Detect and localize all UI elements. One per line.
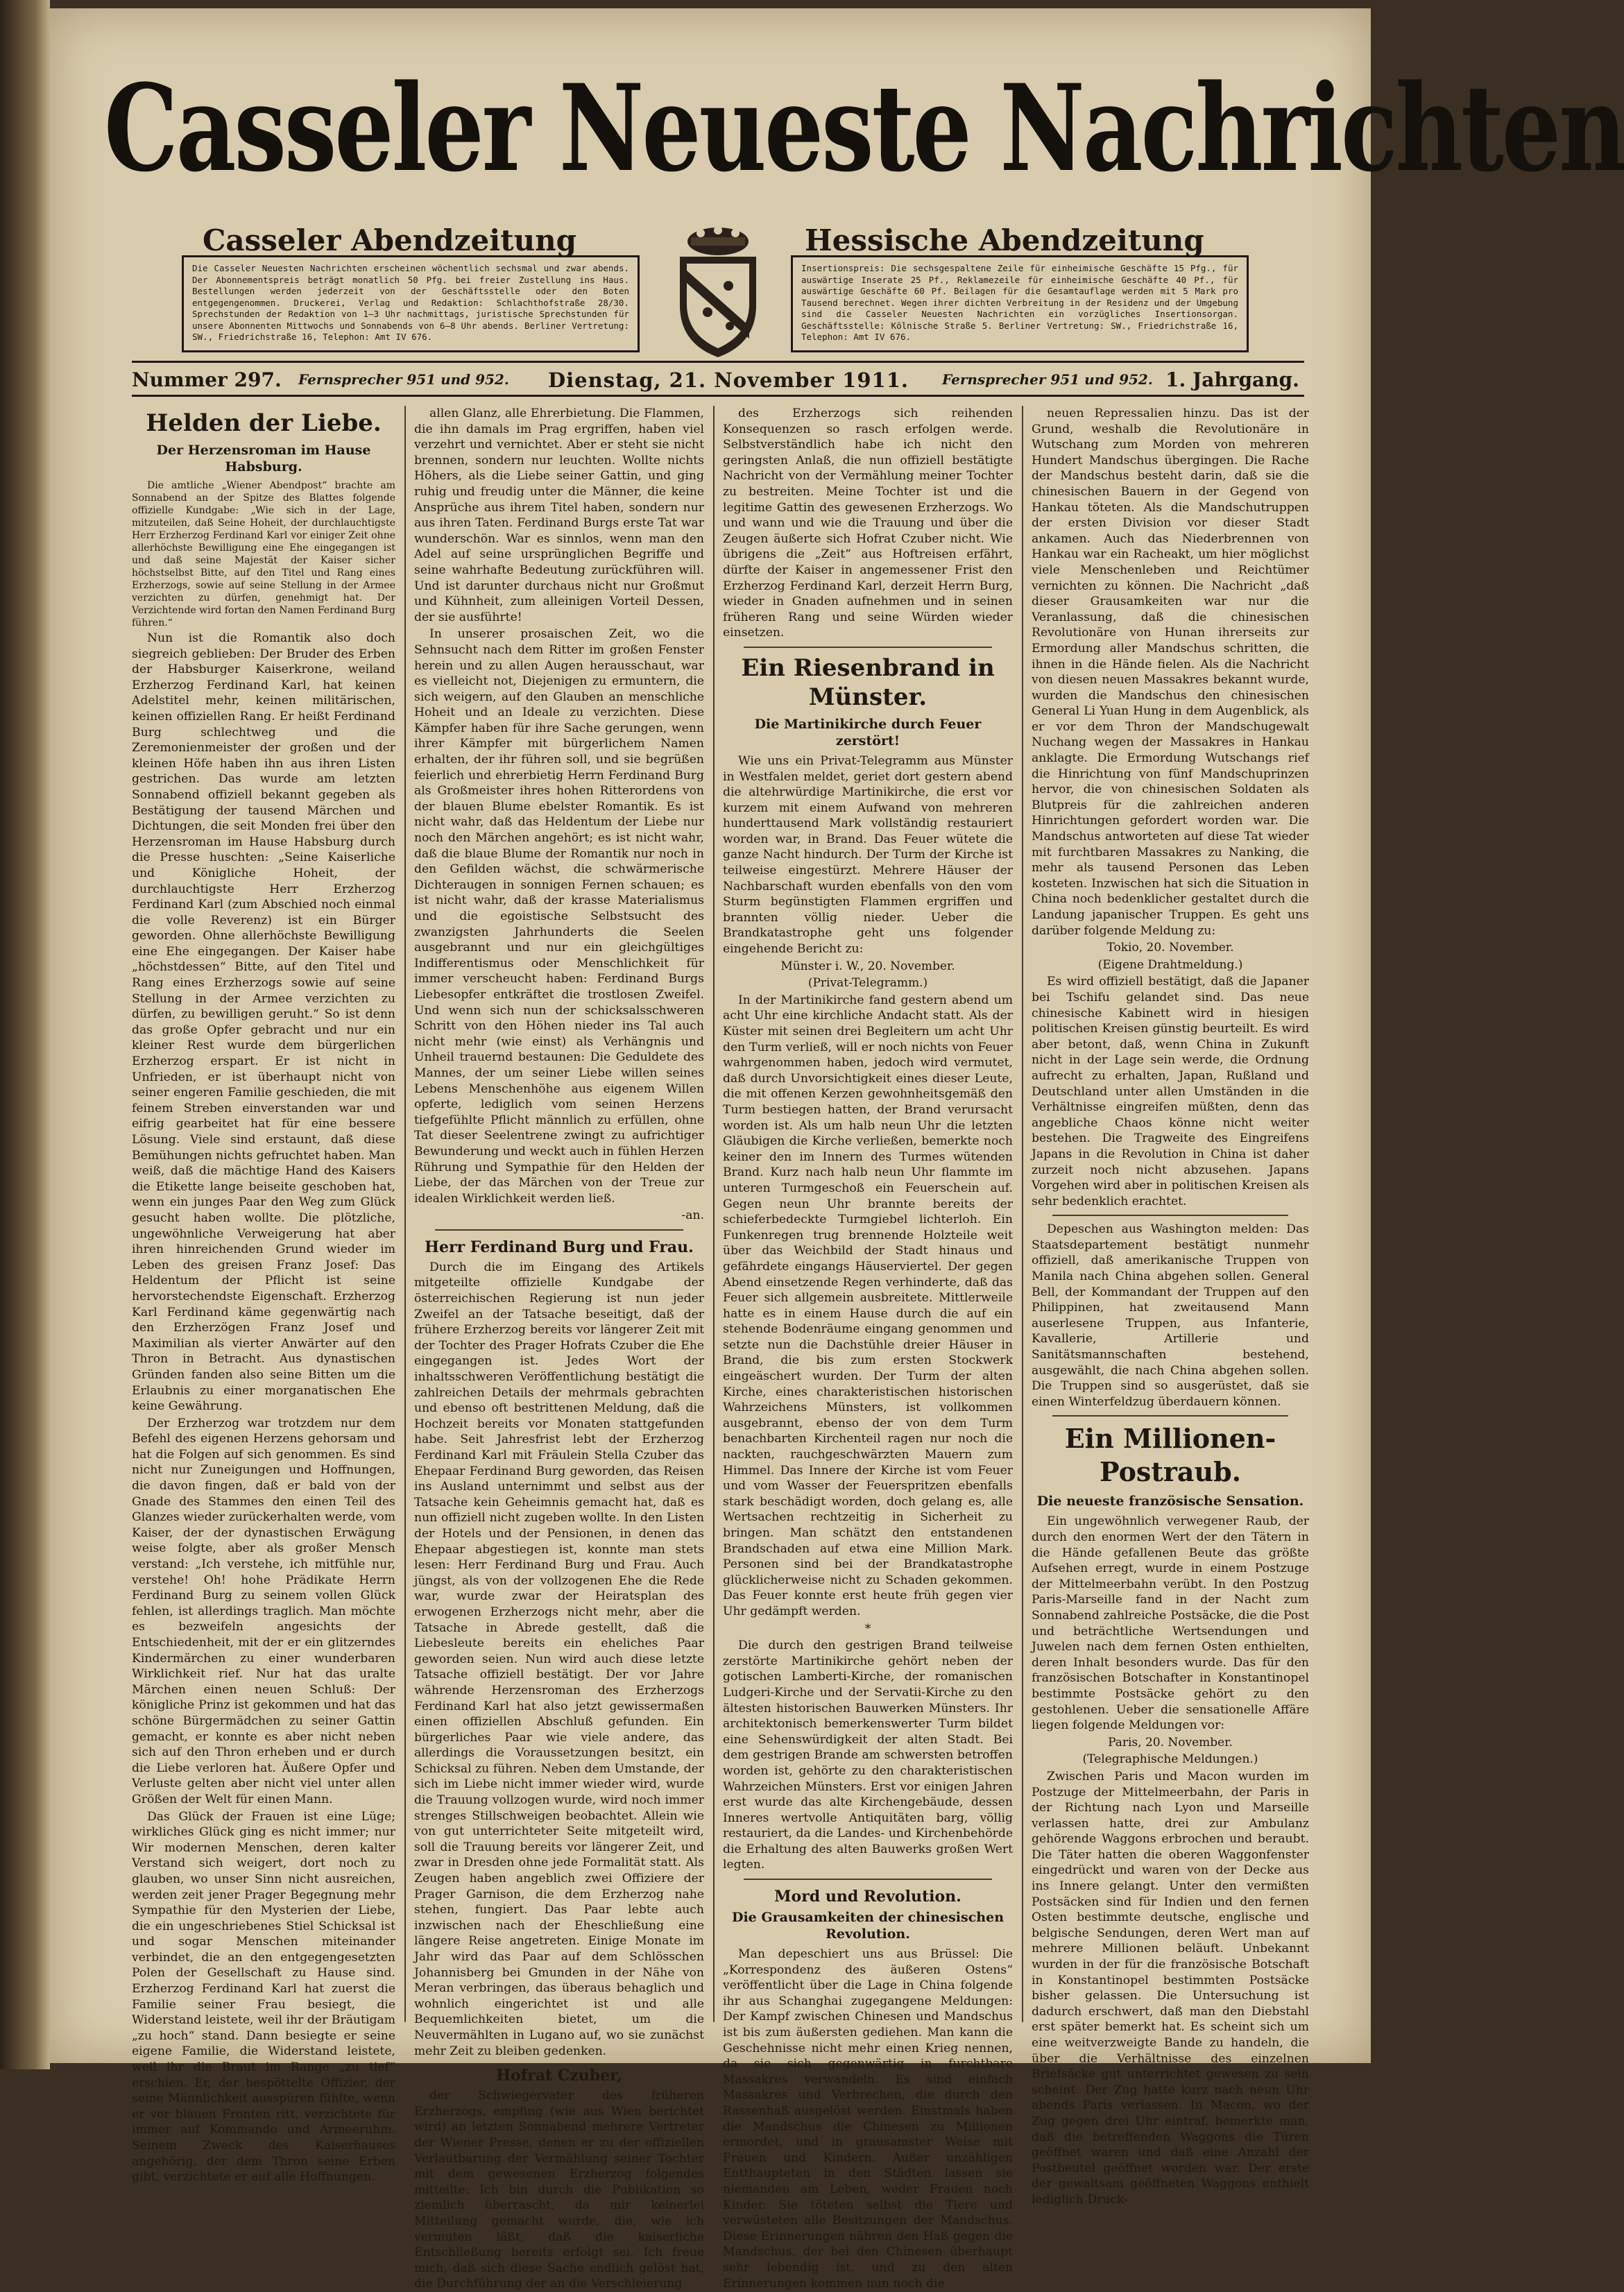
article-paragraph: der Schwiegervater des früheren Erzherzogs, empfing (wie aus Wien berichtet wird) an letzten Sonnabend mehrere Vertreter der Wiener Presse, denen er zu der offiziellen Verlautbarung der Vermählung seiner Tochter mit dem gewesenen Erzherzog folgendes mitteilte: Ich bin durch die Publikation so ziemlich überrascht, da mir keinerlei Mitteilung gemacht wurde, die, wie ich vermuten läßt, daß die kaiserliche Entschließung bereits erfolgt sei. Ich freue mich, daß sich diese Sache endlich gelöst hat, die Durchführung der an die Verschleierung xyxy=(414,2089,704,2291)
volume-year: 1. Jahrgang. xyxy=(1165,368,1299,391)
article-paragraph: Wie uns ein Privat-Telegramm aus Münster in Westfalen meldet, geriet dort gestern abend die altehrwürdige Martinikirche, die erst vor kurzem mit einem Aufwand von mehreren hunderttausend Mark vollständig restauriert worden war, in Brand. Das Feuer wütete die ganze Nacht hindurch. Der Turm der Kirche ist teilweise eingestürzt. Mehrere Häuser der Nachbarschaft wurden ebenfalls von den vom Sturm begünstigten Flammen ergriffen und brannten völlig nieder. Ueber die Brandkatastrophe geht uns folgender eingehende Bericht zu: xyxy=(723,753,1013,957)
issue-number: Nummer 297. xyxy=(132,368,282,391)
article-paragraph: In der Martinikirche fand gestern abend um acht Uhr eine kirchliche Andacht statt. Als der Küster mit seinen drei Begleitern um acht Uhr den Turm verließ, will er noch nichts von Feuer wahrgenommen haben, jedoch wird vermutet, daß durch Unvorsichtigkeit eines dieser Leute, die mit offenen Kerzen gewohnheitsgemäß den Turm bestiegen hatten, der Brand verursacht worden ist. Als um halb neun Uhr die letzten Gläubigen die Kirche verließen, bemerkte noch keiner den im Innern des Turmes wütenden Brand. Kurz nach halb neun Uhr flammte im unteren Turmgeschoß ein Feuerschein auf. Gegen neun Uhr brannte bereits der schieferbedeckte Turmgiebel lichterloh. Ein Funkenregen trug brennende Holzteile weit über das Weichbild der Stadt hinaus und gefährdete eingangs Häuserviertel. Der gegen Abend einsetzende Regen verhinderte, daß das Feuer sich allgemein ausbreitete. Mittlerweile hatte es in einem Hause durch die auf ein stehende Bodenräume eingang genommen und setzte nun die Dachstühle dreier Häuser in Brand, die bis zum ersten Stockwerk eingeäschert wurden. Der Turm der alten Kirche, eines charakteristischen historischen Wahrzeichens Münsters, ist vollkommen ausgebrannt, ebenso der von dem Turm benachbarten Kirchenteil ragen nur noch die nackten, rauchgeschwärzten Mauern zum Himmel. Das Innere der Kirche ist vom Feuer und vom Wasser der Feuerspritzen ebenfalls stark beschädigt worden, doch gelang es, alle Wertsachen rechtzeitig in Sicherheit zu bringen. Man schätzt den entstandenen Brandschaden auf etwa eine Million Mark. Personen sind bei der Brandkatastrophe glücklicherweise nicht zu Schaden gekommen. Das Feuer konnte erst heute früh gegen vier Uhr gedämpft werden. xyxy=(723,993,1013,1618)
article-lead: Die amtliche „Wiener Abendpost“ brachte am Sonnabend an der Spitze des Blattes folgende offizielle Kundgabe: „Wie sich in der Lage, mitzuteilen, daß Seine Hoheit, der durchlauchtigste Herr Erzherzog Ferdinand Karl vor einiger Zeit ohne allerhöchste Bewilligung eine Ehe eingegangen ist und daß seine Majestät der Kaiser sicher höchstselbst Bitte, auf den Titel und Rang eines Erzherzogs, sowie auf seine Stellung in der Armee verzichten zu dürfen, genehmigt hat. Der Verzichtende wird fortan den Namen Ferdinand Burg führen.“ xyxy=(132,480,395,628)
column-2 xyxy=(414,406,704,2291)
article-paragraph: In unserer prosaischen Zeit, wo die Sehnsucht nach dem Ritter im großen Fenster herein und zu allen Augen herausschaut, war es vielleicht not, Diejenigen zu ermuntern, die sich weigern, auf den Glauben an menschliche Hoheit und an Ideale zu verzichten. Diese Kämpfer haben für ihre Sache gerungen, wenn ihrer Kämpfer mit bürgerlichem Namen erhalten, der ihr führen soll, und sie begrüßen feierlich und ehrerbietig Herrn Ferdinand Burg als Großmeister ihres hohen Ritterordens von der blauen Blume ebelster Romantik. Es ist nicht wahr, daß das Heldentum der Liebe nur noch den Märchen angehört; es ist nicht wahr, daß die blaue Blume der Romantik nur noch in den Gefilden wächst, die schwärmerische Dichteraugen in sonnigen Fernen schauen; es ist nicht wahr, daß der krasse Materialismus und die egoistische Selbstsucht des zwanzigsten Jahrhunderts die Seelen ausgebrannt und nur ein gleichgültiges Indifferentismus oder Menschlichkeit für immer verscheucht haben: Ferdinand Burgs Liebesopfer entkräftet die trostlosen Zweifel. Und wenn sich nun der schicksalsschweren Schritt von den Höhen nieder ins Tal auch nicht mehr (wie einst) als Verhängnis und Unheil trauernd bestaunen: Die Geduldete des Mannes, der um seiner Liebe willen seines Lebens Menschenhöhe aus eigenem Willen opferte, lediglich vom seinen Herzens tiefgefühlte Pflicht männlich zu erfüllen, ohne Tat dieser Seelentrene zwingt zu aufrichtiger Bewunderung und weckt auch in fühlen Herzen Rührung und Sympathie für den Helden der Liebe, der das Märchen von der Treue zur idealen Wirklichkeit werden ließ. xyxy=(414,627,704,1206)
article-paragraph: Zwischen Paris und Macon wurden im Postzuge der Mittelmeerbahn, der Paris in der Richtung nach Lyon und Marseille verlassen hatte, drei zur Ambulanz gehörende Waggons erbrochen und beraubt. Die Täter hatten die oberen Waggonfenster eingedrückt und waren von der Decke aus ins Innere gelangt. Unter den vermißten Postsäcken sind für Indien und den fernen Osten bestimmte deutsche, englische und belgische Sendungen, deren Wert man auf mehrere Millionen beläuft. Unbekannt wurden in der für die französische Botschaft in Konstantinopel bestimmten Postsäcke bisher gelassen. Die Untersuchung ist dadurch erschwert, daß man den Diebstahl erst später bemerkt hat. Es scheint sich um eine weitverzweigte Bande zu handeln, die über die Verhältnisse des einzelnen Briefsäcke gut unterrichtet gewesen zu sein scheint. Der Zug hatte kurz nach neun Uhr abends Paris verlassen. In Macon, wo der Zug gegen drei Uhr eintraf, bemerkte man, daß die betreffenden Waggons die Türen geöffnet waren und daß eine Anzahl der Postbeutel geöffnet worden war. Der erste der gewaltsam geöffneten Waggons enthielt lediglich Druck- xyxy=(1032,1769,1309,2207)
headline-burg-und-frau: Herr Ferdinand Burg und Frau. xyxy=(425,1238,694,1256)
phone-left: Fernsprecher 951 und 952. xyxy=(298,371,509,388)
article-paragraph: Durch die im Eingang des Artikels mitgeteilte offizielle Kundgabe der österreichischen Regierung ist nun jeder Zweifel an der Tatsache beseitigt, daß der frühere Erzherzog bereits vor längerer Zeit mit der Tochter des Prager Hofrats Czuber die Ehe eingegangen ist. Jedes Wort der inhaltsschweren Veröffentlichung bestätigt die zahlreichen Details der mehrmals gebrachten und ebenso oft bestrittenen Meldung, daß die Hochzeit bereits vor Monaten stattgefunden habe. Seit Jahresfrist lebt der Erzherzog Ferdinand Karl mit Fräulein Stella Czuber das Ehepaar Ferdinand Burg geworden, das Reisen ins Ausland unternimmt und selbst aus der Tatsache kein Geheimnis gemacht hat, daß es nun offiziell nicht zugeben wollte. In den Listen der Hotels und der Pensionen, in denen das Ehepaar abgestiegen ist, konnte man stets lesen: Herr Ferdinand Burg und Frau. Auch jüngst, als von der vollzogenen Ehe die Rede war, wurde zwar der Heiratsplan des erwogenen Erzherzogs nicht mehr, aber die Tatsache in Abrede gestellt, daß die Liebesleute bereits ein eheliches Paar geworden seien. Nun wird auch diese letzte Tatsache offiziell bestätigt. Der vor Jahre währende Herzensroman des Erzherzogs Ferdinand Karl hat also jetzt gewissermaßen einen offiziellen Abschluß gefunden. Ein bürgerliches Paar wie viele andere, das allerdings die Voraussetzungen besitzt, ein Schicksal zu führen. Neben dem Umstande, der sich im Liebe nicht immer wieder wird, wurde die Trauung vollzogen wurde, wird noch immer strenges Stillschweigen beobachtet. Allein wie von gut unterrichteter Seite mitgeteilt wird, soll die Trauung bereits vor längerer Zeit, und zwar in Dresden ohne jede Formalität statt. Als Zeugen haben angeblich zwei Offiziere der Prager Garnison, die dem Erzherzog nahe stehen, fungiert. Das Paar lebte auch inzwischen nach der Eheschließung eine längere Reise angetreten. Einige Monate im Jahr wird das Paar auf dem Schlösschen Johannisberg bei Gmunden in der Nähe von Meran verbringen, das überaus behaglich und wohnlich eingerichtet ist und alle Bequemlichkeiten bietet, um die Neuvermählten in Lugano auf, wo sie zunächst mehr Zeit zu bleiben gedenken. xyxy=(414,1260,704,2058)
headline-hofrat-czuber: Hofrat Czuber, xyxy=(496,2067,622,2085)
article-paragraph: Das Glück der Frauen ist eine Lüge; wirkliches Glück ging es nicht immer; nur Wir modernen Menschen, deren kalter Verstand sich weigert, dort noch zu glauben, wo unser Sinn nicht ausreichen, werden zeit jener Prager Begegnung mehr Sympathie für den Mysterien der Liebe, die ein ungeschriebenes Stiel Schicksal ist und sogar Menschen miteinander verbindet, die an den entgegengesetzten Polen der Gesellschaft zu Hause sind. Erzherzog Ferdinand Karl hat zuerst die Familie seiner Frau besiegt, die Widerstand leistete, weil ihr der Bräutigam „zu hoch“ stand. Dann besiegte er seine eigene Familie, die Widerstand leistete, weil ihr die Braut im Range „zu tief“ erschien. Er, der bespöttelte Offizier, der seine Männlichkeit ausspüren fühlte, wenn er vor blauen Fronten ritt, verzichtete für immer auf Kommando und Armeeruhm. Seinem Zweck des Kaiserhauses angehörig, der dem Thron seine Erben gibt, verzichtete er auf alle Hoffnungen. xyxy=(132,1809,395,2184)
article-paragraph: Nun ist die Romantik also doch siegreich geblieben: Der Bruder des Erben der Habsburger Kaiserkrone, weiland Erzherzog Ferdinand Karl, hat keinen Adelstitel mehr, keinen militärischen, keinen offiziellen Rang. Er heißt Ferdinand Burg schlechtweg und die Zeremonienmeister der großen und der kleinen Höfe haben ihn aus ihren Listen gestrichen. Das wurde am letzten Sonnabend offiziell bekannt gegeben als Bestätigung der tausend Märchen und Dichtungen, die seit Monden frei über den Herzensroman im Hause Habsburg durch die Presse huschten: „Seine Kaiserliche und Königliche Hoheit, der durchlauchtigste Herr Erzherzog Ferdinand Karl (zum Abschied noch einmal die volle Reverenz) ist ein Bürger geworden. Ohne allerhöchste Bewilligung eine Ehe eingegangen. Der Kaiser habe „höchstdessen“ Bitte, auf den Titel und Rang eines Erzherzogs sowie auf seine Stellung in der Armee verzichten zu dürfen, zu bewilligen geruht.“ So ist denn das große Opfer gebracht und nur ein kleiner Rest wurde dem bürgerlichen Erzherzog erspart. Er ist nicht in Unfrieden, er ist überhaupt nicht von seiner engeren Familie geschieden, die mit feinem Streben einverstanden war und eifrig gearbeitet hat für eine bessere Lösung. Viele sind erstaunt, daß diese Bemühungen nichts gefruchtet haben. Man weiß, daß die mächtige Hand des Kaisers die Etikette lange beiseite geschoben hat, wenn ein junges Paar den Weg zum Glück gesucht haben wollte. Die plötzliche, ungewöhnliche Verweigerung hat aber ihren hinreichenden Grund wieder im Leben des greisen Franz Josef: Das Heldentum der Pflicht ist seine hervorstechendste Eigenschaft. Erzherzog Karl Ferdinand käme gegenwärtig nach den Erzherzögen Franz Josef und Maximilian als vierter Anwärter auf den Thron in Betracht. Aus dynastischen Gründen fanden also seine Bitten um die Erlaubnis zu einer morganatischen Ehe keine Gewährung. xyxy=(132,631,395,1414)
masthead-subtitle-right: Hessische Abendzeitung xyxy=(805,223,1204,257)
article-paragraph: Depeschen aus Washington melden: Das Staatsdepartement bestätigt nunmehr offiziell, daß amerikanische Truppen von Manila nach China abgehen sollen. General Bell, der Kommandant der Truppen auf den Philippinen, hat zweitausend Mann auserlesene Truppen, aus Infanterie, Kavallerie, Artillerie und Sanitätsmannschaften bestehend, ausgewählt, die nach China abgehen sollen. Die Truppen sind so ausgerüstet, daß sie einen Winterfeldzug überdauern können. xyxy=(1032,1222,1309,1409)
headline-helden: Helden der Liebe. xyxy=(146,409,382,437)
article-divider xyxy=(744,1879,992,1880)
dateline-muenster: Münster i. W., 20. November. xyxy=(780,959,955,973)
article-paragraph: Die durch den gestrigen Brand teilweise zerstörte Martinikirche gehört neben der gotischen Lamberti-Kirche, der romanischen Ludgeri-Kirche und der Servatii-Kirche zu den ältesten historischen Bauwerken Münsters. Ihr architektonisch bemerkenswerter Turm bildet eine Sehenswürdigkeit der alten Stadt. Bei dem gestrigen Brande am schwersten betroffen worden ist, gehörte zu den charakteristischen Wahrzeichen Münsters. Erst vor einigen Jahren erst wurde das alte Kirchengebäude, dessen Inneres wertvolle Antiquitäten barg, völlig restauriert, da die Landes- und Kirchenbehörde die Erhaltung des alten Bauwerks großen Wert legten. xyxy=(723,1639,1013,1872)
column-rule xyxy=(713,406,715,2022)
dateline-bar xyxy=(132,361,1304,397)
column-3 xyxy=(723,406,1013,2291)
advertising-info-box: Insertionspreis: Die sechsgespaltene Zeile für einheimische Geschäfte 15 Pfg., für auswärtige Inserate 25 Pf., Reklamezeile für einheimische Geschäfte 40 Pf., für auswärtige Geschäfte 60 Pf. Beilagen für die Gesamtauflage werden mit 5 Mark pro Tausend berechnet. Wegen ihrer dichten Verbreitung in der Residenz und der Umgebung sind die Casseler Neuesten Nachrichten ein vorzügliches Insertionsorgan. Geschäftsstelle: Kölnische Straße 5. Berliner Vertretung: SW., Friedrichstraße 16, Telephon: Amt IV 676. xyxy=(791,255,1249,352)
subhead-sensation: Die neueste französische Sensation. xyxy=(1036,1494,1304,1510)
article-signature: -an. xyxy=(681,1208,704,1223)
section-asterisk: * xyxy=(864,1621,871,1636)
subhead-herzensroman: Der Herzensroman im Hause Habsburg. xyxy=(156,443,371,474)
column-4 xyxy=(1032,406,1309,2207)
issue-date: Dienstag, 21. November 1911. xyxy=(548,368,909,392)
article-divider xyxy=(1052,1215,1288,1216)
article-divider xyxy=(435,1229,683,1231)
article-paragraph: allen Glanz, alle Ehrerbietung. Die Flammen, die ihn damals im Prag ergriffen, haben viel verzehrt und vernichtet. Aber er steht sie nicht brennen, sondern nur leuchten. Wollte nichts Höhers, als die Liebe seiner Gattin, und ging ruhig und freudig unter die Männer, die keine Ansprüche aus ihrem Titel haben, sondern nur aus ihren Taten. Ferdinand Burgs erste Tat war wunderschön. War es sinnlos, wenn man den Adel auf seine ursprünglichen Begriffe und seine wahrhafte Bedeutung zurückführen will. Und ist darunter durchaus nicht nur Großmut und Kühnheit, zum alleinigen Vorteil Dessen, der sie ausführte! xyxy=(414,407,704,624)
headline-mord-und-revolution: Mord und Revolution. xyxy=(774,1888,961,1906)
article-divider xyxy=(1052,1415,1288,1417)
article-paragraph: Der Erzherzog war trotzdem nur dem Befehl des eigenen Herzens gehorsam und hat die Folgen auf sich genommen. Es sind nicht nur Zuneigungen und Hoffnungen, die davon fingen, daß er bald von der Gnade des Stammes den einen Teil des Glanzes wieder zurückerhalten werde, vom Kaiser, der der dynastischen Erwägung weise folgte, aber als großer Mensch verstand: „Ich verstehe, ich mitfühle nur, verstehe! Oh! hohe Prädikate Herrn Ferdinand Burg zu seinem vollen Glück fehlen, ist allerdings traglich. Man möchte es bezweifeln angesichts der Entschiedenheit, mit der er ein glitzerndes Kindermärchen zu einer wunderbaren Wirklichkeit rief. Nur hat das uralte Märchen einen neuen Schluß: Der königliche Prinz ist gekommen und hat das schöne Bürgermädchen zu seiner Gattin gemacht, er konnte es aber nicht neben sich auf den Thron erheben und er durch die Liebe verloren hat. Äußere Opfer und Verluste gelten aber nicht viel unter allen Größen der Welt für einen Mann. xyxy=(132,1416,395,1806)
column-rule xyxy=(1022,406,1023,2022)
article-paragraph: Man depeschiert uns aus Brüssel: Die „Korrespondenz des äußeren Ostens“ veröffentlicht über die Lage in China folgende ihr aus Schanghai zugegangene Meldungen: Der Kampf zwischen Chinesen und Mandschus ist bis zum äußersten gediehen. Man kann die Geschehnisse nicht mehr einen Krieg nennen, da sie sich gegenwärtig in furchtbare Massakres verwandeln. Es sind einfach Massakres und Verbrechen, die durch den Rassenhaß ausgelöst werden. Einstmals haben die Mandschus die Chinesen zu Millionen ermordet, und in grausamster Weise mit Frauen und Kindern. Außer unzähligen Entthaupteten in den Städten lassen sie niemanden am Leben, weder Frauen noch Kinder. Sie töteten selbst die Tiere und verwüsteten alle Besitzungen der Mandschus. Diese Erinnerungen nähren den Haß gegen die Mandschus, der bei den Chinesen überhaupt sehr lebendig ist, und zu den alten Erinnerungen kommen nun noch die xyxy=(723,1947,1013,2291)
article-paragraph: Es wird offiziell bestätigt, daß die Japaner bei Tschifu gelandet sind. Das neue chinesische Kabinett wird in hiesigen politischen Kreisen günstig beurteilt. Es wird aber betont, daß, wenn China in Zukunft nicht in der Lage sein werde, die Ordnung aufrecht zu erhalten, Japan, Rußland und Deutschland unter allen Umständen in die Verhältnisse eingreifen müßten, denn das angebliche Chaos könne nicht weiter bestehen. Die Tragweite des Eingreifens Japans in die Revolution in China ist daher zurzeit noch nicht abzusehen. Japans Vorgehen wird aber in politischen Kreisen als sehr bedenklich erachtet. xyxy=(1032,975,1309,1208)
headline-riesenbrand: Ein Riesenbrand in Münster. xyxy=(741,653,995,711)
page-edge xyxy=(0,0,50,2069)
masthead-subtitle-left: Casseler Abendzeitung xyxy=(203,223,577,257)
column-1 xyxy=(132,406,395,2184)
telegram-label: (Telegraphische Meldungen.) xyxy=(1082,1752,1258,1767)
telegram-label: (Privat-Telegramm.) xyxy=(807,976,928,991)
dateline-paris: Paris, 20. November. xyxy=(1108,1735,1233,1750)
headline-postraub: Ein Millionen-Postraub. xyxy=(1064,1423,1276,1488)
column-rule xyxy=(404,406,406,2022)
article-paragraph: Ein ungewöhnlich verwegener Raub, der durch den enormen Wert der den Tätern in die Hände gefallenen Beute das größte Aufsehen erregt, wurde in einem Postzuge der Mittelmeerbahn verübt. In den Postzug Paris-Marseille fand in der Nacht zum Sonnabend zahlreiche Postsäcke, die die Post und beträchtliche Wertsendungen und Juwelen nach dem fernen Osten enthielten, deren Inhalt besonders wurde. Das für den französischen Botschafter in Konstantinopel bestimmte Postsäcke gehört zu den gestohlenen. Ueber die sensationelle Affäre liegen folgende Meldungen vor: xyxy=(1032,1514,1309,1733)
telegram-label: (Eigene Drahtmeldung.) xyxy=(1097,957,1243,972)
masthead-title: Casseler Neueste Nachrichten xyxy=(104,58,1624,198)
coat-of-arms-icon xyxy=(666,222,770,361)
phone-right: Fernsprecher 951 und 952. xyxy=(942,371,1153,388)
dateline-tokio: Tokio, 20. November. xyxy=(1106,941,1234,955)
article-paragraph: des Erzherzogs sich reihenden Konsequenzen so rasch erfolgen werde. Selbstverständlich habe ich nicht den geringsten Anlaß, die nun offiziell bestätigte Nachricht von der Vermählung meiner Tochter zu bestreiten. Meine Tochter ist und die legitime Gattin des gewesenen Erzherzogs. Wo und wann und wie die Trauung und über die Zeugen äußerte sich Hofrat Czuber nicht. Wie übrigens die „Zeit“ aus Hoftreisen erfährt, dürfte der Kaiser in angemessener Frist den Erzherzog Ferdinand Karl, derzeit Herrn Burg, wieder in Gnaden aufnehmen und in seinen früheren Rang und seine Würden wieder einsetzen. xyxy=(723,407,1013,640)
article-divider xyxy=(744,647,992,648)
subscription-info-box: Die Casseler Neuesten Nachrichten erscheinen wöchentlich sechsmal und zwar abends. Der Abonnementspreis beträgt monatlich 50 Pfg. bei freier Zustellung ins Haus. Bestellungen werden jederzeit von der Geschäftsstelle oder den Boten entgegengenommen. Druckerei, Verlag und Redaktion: Schlachthofstraße 28/30. Sprechstunden der Redaktion von 1–3 Uhr nachmittags, juristische Sprechstunden für unsere Abonnenten Mittwochs und Sonnabends von 6–8 Uhr abends. Berliner Vertretung: SW., Friedrichstraße 16, Telephon: Amt IV 676. xyxy=(182,255,640,352)
subhead-martinikirche: Die Martinikirche durch Feuer zerstört! xyxy=(754,716,982,749)
article-paragraph: neuen Repressalien hinzu. Das ist der Grund, weshalb die Revolutionäre in Wutschang zum Morden von mehreren Hundert Mandschus übergingen. Die Rache der Mandschus besteht darin, daß sie die chinesischen Bauern in der Gegend von Hankau töteten. Als die Mandschutruppen der ersten Division vor dieser Stadt ankamen. Auch das Niederbrennen von Hankau war ein Racheakt, um hier möglichst viele Menschenleben und Reichtümer vernichten zu können. Die Nachricht „daß dieser Grausamkeiten war nur die Veranlassung, daß die chinesischen Revolutionäre von Hunan ihrerseits zur Ermordung aller Mandschus schritten, die ihnen in die Hände fielen. Als die Nachricht von diesen neuen Massakres bekannt wurde, wurden die Mandschus den chinesischen General Li Yuan Hung in dem Augenblick, als er vor dem Thron der Mandschugewalt Nuchang wegen der Massakres in Hankau anklagte. Die Ermordung Wutschangs rief die Hinrichtung von fünf Mandschuprinzen hervor, die von chinesischen Soldaten als Blutpreis für die zahlreichen anderen Hinrichtungen gefordert worden war. Die Mandschus antworteten auf diese Tat wieder mit furchtbaren Massakres zu Nanking, die mehr als tausend Personen das Leben kosteten. Inzwischen hat sich die Situation in China noch bedenklicher gestaltet durch die Landung japanischer Truppen. Es geht uns darüber folgende Meldung zu: xyxy=(1032,407,1309,938)
subhead-grausamkeiten: Die Grausamkeiten der chinesischen Revolution. xyxy=(731,1910,1005,1942)
